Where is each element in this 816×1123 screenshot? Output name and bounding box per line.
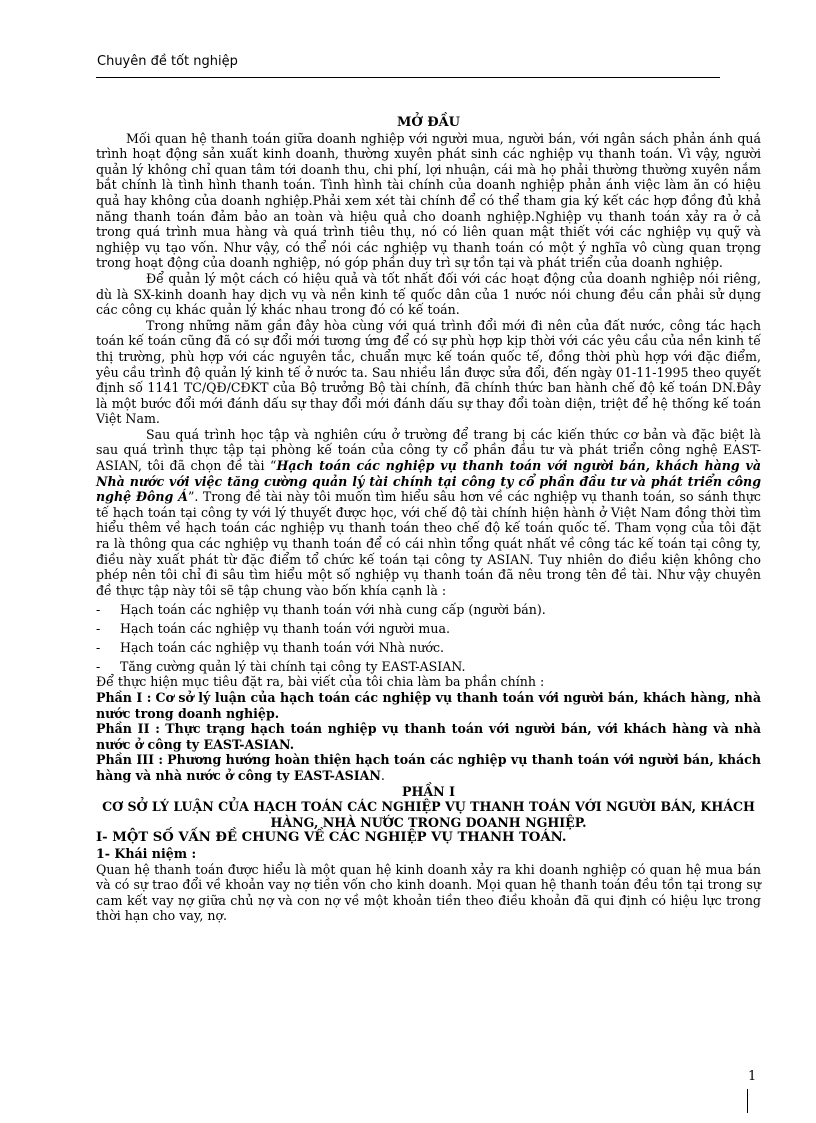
document-body bbox=[96, 115, 761, 924]
part-label: Phần II : bbox=[96, 721, 160, 737]
page-header: Chuyên đề tốt nghiệp bbox=[97, 54, 238, 69]
bullet-dash-icon: - bbox=[96, 640, 101, 656]
chapter-title: CƠ SỞ LÝ LUẬN CỦA HẠCH TOÁN CÁC NGHIỆP VỤ THANH TOÁN VỚI NGƯỜI BÁN, KHÁCH HÀNG, NHÀ NƯỚC TRONG DOANH NGHIỆP. bbox=[102, 799, 755, 830]
bullet-dash-icon: - bbox=[96, 602, 101, 618]
paragraph-4 bbox=[96, 427, 761, 599]
part-label: Phần III : bbox=[96, 752, 164, 768]
thesis-topic: Hạch toán các nghiệp vụ thanh toán với người bán, khách hàng và Nhà nước với việc tăng cường quản lý tài chính tại công ty cổ phần đầu tư và phát triển công nghệ Đông Á bbox=[96, 458, 761, 505]
paragraph-4-part-b: ”. Trong đề tài này tôi muốn tìm hiểu sâu hơn về các nghiệp vụ thanh toán, so sánh thực tế hạch toán tại công ty với lý thuyết được học, với chế độ tài chính hiện hành ở Việt Nam đồng thời tìm hiểu thêm về hạch toán các nghiệp vụ thanh toán theo chế độ kế toán quốc tế. Tham vọng của tôi đặt ra là thông qua các nghiệp vụ thanh toán để có cái nhìn tổng quát nhất về công tác kế toán tại công ty, điều này xuất phát từ đặc điểm tổ chức kế toán tại công ty ASIAN. Tuy nhiên do điều kiện không cho phép nên tôi chỉ đi sâu tìm hiểu một số nghiệp vụ thanh toán đã nêu trong tên đề tài. Như vậy chuyên đề thực tập này tôi sẽ tập chung vào bốn khía cạnh là : bbox=[96, 489, 761, 598]
bullet-dash-icon: - bbox=[96, 659, 101, 675]
parts-intro: Để thực hiện mục tiêu đặt ra, bài viết của tôi chia làm ba phần chính : bbox=[96, 674, 545, 690]
header-divider bbox=[96, 77, 720, 78]
page-number: 1 bbox=[748, 1069, 757, 1084]
list-item-text: Hạch toán các nghiệp vụ thanh toán với người mua. bbox=[120, 621, 450, 637]
list-item bbox=[96, 640, 761, 655]
document-title: MỞ ĐẦU bbox=[396, 115, 461, 130]
list-item bbox=[96, 602, 761, 617]
part-text-tail: EAST-ASIAN. bbox=[203, 736, 295, 752]
list-item-text: Hạch toán các nghiệp vụ thanh toán với Nhà nước. bbox=[120, 640, 445, 656]
part-text: Thực trạng hạch toán nghiệp vụ thanh toán với người bán, với khách hàng và nhà nước ở công ty bbox=[96, 721, 761, 752]
bullet-dash-icon: - bbox=[96, 621, 101, 637]
part-label: Phần I : bbox=[96, 690, 152, 705]
part-text-tail: ASIAN bbox=[334, 767, 381, 783]
list-item bbox=[96, 659, 761, 674]
footer-rule bbox=[747, 1089, 748, 1113]
part-1 bbox=[96, 690, 761, 721]
part-text: Cơ sở lý luận của hạch toán các nghiệp vụ thanh toán với người bán, khách hàng, nhà nước trong doanh nghiệp. bbox=[96, 690, 761, 721]
part-text-end: . bbox=[380, 767, 385, 783]
section-text: Quan hệ thanh toán được hiểu là một quan hệ kinh doanh xảy ra khi doanh nghiệp có quan hệ mua bán và có sự trao đổi về khoản vay nợ tiền vốn cho kinh doanh. Mọi quan hệ thanh toán đều tồn tại trong sự cam kết vay nợ giữa chủ nợ và con nợ về một khoản tiền theo điều khoản đã qui định có hiệu lực trong thời hạn cho vay, nợ. bbox=[96, 861, 761, 924]
section-heading: I- MỘT SỐ VẤN ĐỀ CHUNG VỀ CÁC NGHIỆP VỤ THANH TOÁN. bbox=[96, 830, 567, 846]
paragraph-1: Mối quan hệ thanh toán giữa doanh nghiệp với người mua, người bán, với ngân sách phản ánh quá trình hoạt động sản xuất kinh doanh, thường xuyên phát sinh các nghiệp vụ thanh toán. Vì vậy, người quản lý không chỉ quan tâm tới doanh thu, chi phí, lợi nhuận, cái mà họ phải thường thường xuyên nắm bắt chính là tình hình thanh toán. Tình hình tài chính của doanh nghiệp phản ánh việc làm ăn có hiệu quả hay không của doanh nghiệp.Phải xem xét tài chính để có thể tham gia ký kết các hợp đồng đủ khả năng thanh toán đảm bảo an toàn và hiệu quả cho doanh nghiệp.Nghiệp vụ thanh toán xảy ra ở cả trong quá trình mua hàng và quá trình tiêu thụ, nó có liên quan mật thiết với các nghiệp vụ quỹ và nghiệp vụ tạo vốn. Như vậy, có thể nói các nghiệp vụ thanh toán có một ý nghĩa vô cùng quan trọng trong hoạt động của doanh nghiệp, nó góp phần duy trì sự tồn tại và phát triển của doanh nghiệp. bbox=[96, 130, 761, 271]
subsection-heading: 1- Khái niệm : bbox=[96, 845, 197, 861]
list-item-text: Hạch toán các nghiệp vụ thanh toán với nhà cung cấp (người bán). bbox=[120, 602, 546, 618]
part-text: Phương hướng hoàn thiện hạch toán các nghiệp vụ thanh toán với người bán, khách hàng và nhà nước ở công ty EAST- bbox=[96, 752, 761, 783]
list-item-text: Tăng cường quản lý tài chính tại công ty EAST-ASIAN. bbox=[120, 659, 466, 675]
paragraph-3: Trong những năm gần đây hòa cùng với quá trình đổi mới đi nên của đất nước, công tác hạch toán kế toán cũng đã có sự đổi mới tương ứng để có sự phù hợp kịp thời với các yêu cầu của nền kinh tế thị trường, phù hợp với các nguyên tắc, chuẩn mực kế toán quốc tế, đồng thời phù hợp với đặc điểm, yêu cầu trình độ quản lý kinh tế ở nước ta. Sau nhiều lần được sửa đổi, đến ngày 01-11-1995 theo quyết định số 1141 TC/QĐ/CĐKT của Bộ trưởng Bộ tài chính, đã chính thức ban hành chế độ kế toán DN.Đây là một bước đổi mới đánh dấu sự thay đổi mới đánh dấu sự thay đổi toàn diện, triệt để hệ thống kế toán Việt Nam. bbox=[96, 317, 761, 427]
list-item bbox=[96, 621, 761, 636]
chapter-label: PHẦN I bbox=[402, 783, 455, 799]
paragraph-4-part-a: Sau quá trình học tập và nghiên cứu ở trường để trang bị các kiến thức cơ bản và đặc biệt là sau quá trình thực tập tại phòng kế toán của công ty cổ phần đầu tư và phát triển công nghệ EAST-ASIAN, tôi đã chọn đề tài “ bbox=[96, 426, 761, 474]
part-3 bbox=[96, 752, 761, 783]
paragraph-2: Để quản lý một cách có hiệu quả và tốt nhất đối với các hoạt động của doanh nghiệp nói riêng, dù là SX-kinh doanh hay dịch vụ và nền kinh tế quốc dân của 1 nước nói chung đều cần phải sử dụng các công cụ khác quản lý khác nhau trong đó có kế toán. bbox=[96, 270, 761, 318]
part-2 bbox=[96, 721, 761, 752]
